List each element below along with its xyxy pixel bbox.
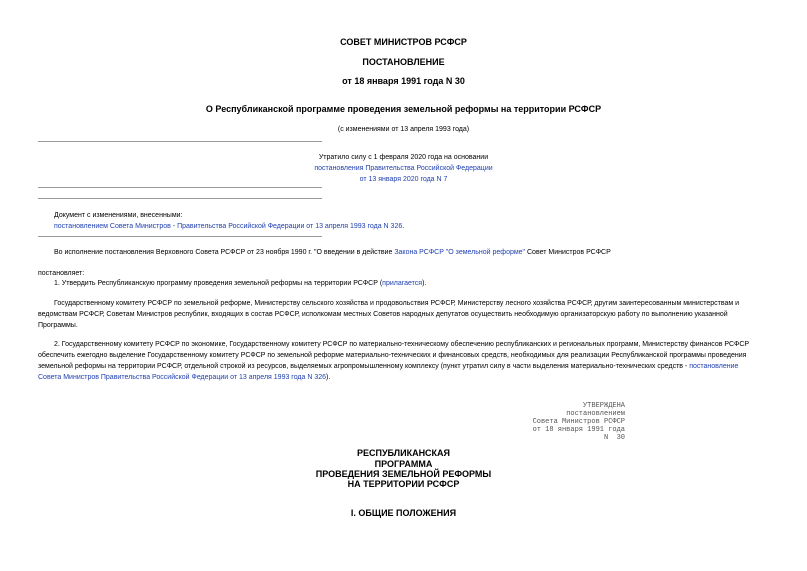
approved-line2: постановлением	[566, 410, 625, 418]
resolves-label: постановляет:	[38, 270, 85, 277]
document-title: О Республиканской программе проведения земельной реформы на территории РСФСР	[205, 104, 602, 114]
item-2-resolution-link-cont[interactable]: Совета Министров Правительства Российской Федерации от 13 апреля 1993 года N 326	[38, 374, 327, 381]
committee-paragraph-line3: Программы.	[38, 322, 78, 329]
amending-resolution-link[interactable]: постановлением Совета Министров - Правительства Российской Федерации от 13 апреля 1993 года N 326	[54, 223, 403, 230]
divider	[38, 187, 322, 188]
program-heading-line3: ПРОВЕДЕНИЯ ЗЕМЕЛЬНОЙ РЕФОРМЫ	[315, 469, 492, 479]
repeal-link-line1[interactable]: постановления Правительства Российской Федерации	[314, 165, 493, 172]
item-2-line1: 2. Государственному комитету РСФСР по экономике, Государственному комитету РСФСР по материально-техническому обеспечению республиканских и региональных программ, Министерству финансов РСФСР	[54, 341, 750, 348]
appendix-link[interactable]: прилагается	[382, 280, 423, 287]
date-number-heading: от 18 января 1991 года N 30	[342, 76, 465, 86]
issuer-heading: СОВЕТ МИНИСТРОВ РСФСР	[340, 37, 467, 47]
program-heading-line1: РЕСПУБЛИКАНСКАЯ	[356, 448, 451, 458]
document-type-heading: ПОСТАНОВЛЕНИЕ	[362, 57, 445, 67]
repeal-link-line2[interactable]: от 13 января 2020 года N 7	[359, 176, 448, 183]
land-reform-law-link[interactable]: Закона РСФСР "О земельной реформе"	[394, 249, 526, 256]
approved-line5: N 30	[603, 434, 625, 442]
amendments-note: (с изменениями от 13 апреля 1993 года)	[337, 126, 470, 133]
approved-line4: от 18 января 1991 года	[532, 426, 625, 434]
changes-label: Документ с изменениями, внесенными:	[54, 212, 183, 219]
divider	[38, 198, 322, 199]
committee-paragraph-line2: ведомствам РСФСР, Советам Министров республик, входящих в состав РСФСР, исполкомам местных Советов народных депутатов осуществить необходимую организаторскую работу по выполнению указанной	[38, 311, 728, 318]
changes-line	[54, 221, 404, 232]
item-1-text: 1. Утвердить Республиканскую программу проведения земельной реформы на территории РСФСР (	[54, 280, 383, 287]
program-heading-line2: ПРОГРАММА	[374, 459, 433, 469]
item-1-end: ).	[422, 280, 427, 287]
approved-line3: Совета Министров РСФСР	[532, 418, 625, 426]
item-2-line3	[38, 361, 807, 372]
item-2-line2: обеспечить ежегодно выделение Государственному комитету РСФСР по земельной реформе материально-технических и финансовых средств, необходимых для реализации Республиканской программы проведения	[38, 352, 747, 359]
intro-paragraph	[54, 247, 611, 258]
repeal-note: Утратило силу с 1 февраля 2020 года на основании	[318, 154, 489, 161]
approved-line1: УТВЕРЖДЕНА	[582, 402, 625, 410]
item-2-line3-text: земельной реформы на территории РСФСР, отдельной строкой из ресурсов, выделяемых агропромышленному комплексу (пункт утратил силу в части выделения материально-технических средств -	[38, 363, 690, 370]
item-2-line4	[38, 372, 330, 383]
committee-paragraph-line1: Государственному комитету РСФСР по земельной реформе, Министерству сельского хозяйства и продовольствия РСФСР, Министерству лесного хозяйства РСФСР, другим заинтересованным министерствам и	[54, 300, 740, 307]
item-1	[54, 278, 426, 289]
changes-end: .	[402, 223, 405, 230]
divider	[38, 236, 322, 237]
program-heading-line4: НА ТЕРРИТОРИИ РСФСР	[347, 479, 460, 489]
intro-text: Во исполнение постановления Верховного Совета РСФСР от 23 ноября 1990 г. "О введении в действие	[54, 249, 395, 256]
divider	[38, 141, 322, 142]
item-2-end: ).	[326, 374, 331, 381]
section-1-heading: I. ОБЩИЕ ПОЛОЖЕНИЯ	[350, 508, 457, 518]
intro-text-after: Совет Министров РСФСР	[525, 249, 611, 256]
item-2-resolution-link[interactable]: постановление	[689, 363, 739, 370]
